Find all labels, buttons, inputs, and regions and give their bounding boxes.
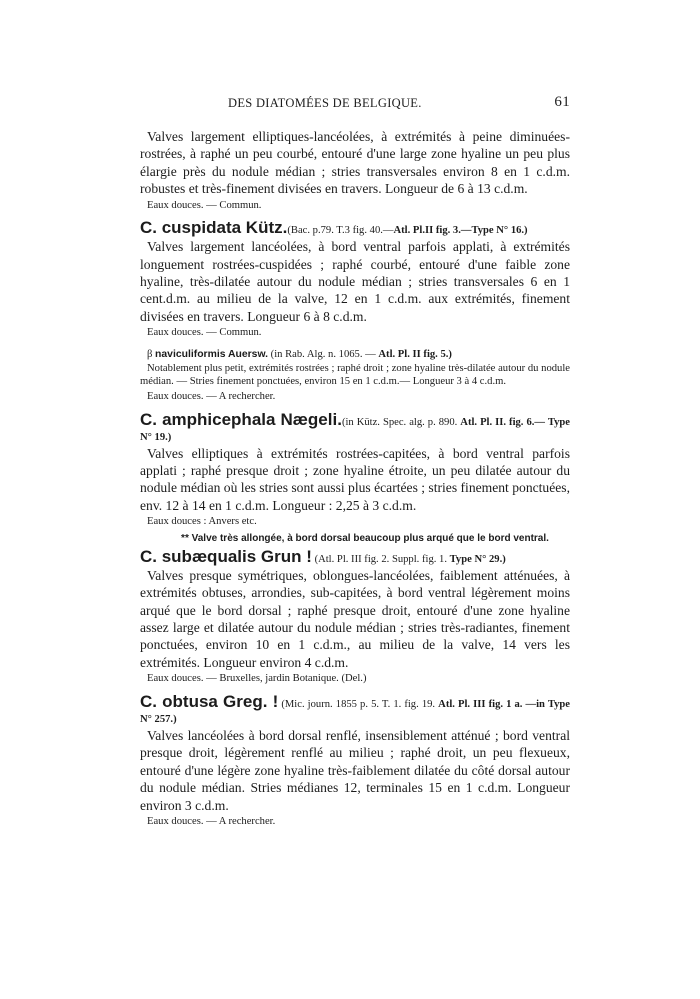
species-reference: (Atl. Pl. III fig. 2. Suppl. fig. 1.	[314, 553, 450, 565]
species-name: C. amphicephala Nægeli.	[140, 409, 342, 429]
species-habitat: Eaux douces. — A rechercher.	[147, 815, 276, 827]
species-reference-bold: Atl. Pl. II. fig. 6.— Type N° 19.)	[140, 416, 570, 443]
species-heading	[140, 409, 570, 445]
species-description: Valves lancéolées à bord dorsal renflé, insensiblement atténué ; bord ventral presque droit, légèrement renflé au milieu ; raphé droit, un peu flexueux, entouré d'une légère zone hyaline très-faiblement dilatée du côté dorsal autour du nodule médian. Stries médianes 12, terminales 15 en 1 c.d.m. Longueur environ 3 c.d.m.	[140, 727, 570, 813]
running-head	[140, 96, 570, 118]
species-heading	[140, 546, 570, 567]
variety-reference: (in Rab. Alg. n. 1065. —	[268, 348, 379, 360]
species-reference: (Bac. p.79. T.3 fig. 40.—	[287, 225, 394, 237]
variety-heading	[140, 348, 570, 362]
species-description: Valves presque symétriques, oblongues-lancéolées, faiblement atténuées, à extrémités obtuses, arrondies, sub-capitées, à bord ventral légèrement moins arqué que le bord dorsal ; raphé presque droit, entouré d'une zone hyaline assez large et dilatée autour du nodule médian ; stries très-radiantes, finement ponctuées, environ 10 en 1 c.d.m., au milieu de la valve, 14 vers les extrémités. Longueur environ 4 c.d.m.	[140, 567, 570, 670]
species-name: C. obtusa Greg. !	[140, 691, 279, 711]
species-reference-bold: Type N° 29.)	[449, 553, 506, 565]
species-habitat: Eaux douces. — Commun.	[147, 327, 262, 339]
species-description: Valves elliptiques à extrémités rostrées-capitées, à bord ventral parfois applati ; raphé presque droit ; zone hyaline étroite, un peu dilatée autour du nodule médian où les stries sont aussi plus écartées ; stries finement ponctuées, env. 12 à 14 en 1 c.d.m. Longueur : 2,25 à 3 c.d.m.	[140, 445, 570, 513]
variety-name: naviculiformis Auersw.	[155, 348, 269, 360]
intro-habitat: Eaux douces. — Commun.	[147, 199, 262, 211]
species-heading	[140, 220, 570, 238]
species-reference: (Mic. journ. 1855 p. 5. T. 1. fig. 19.	[281, 698, 439, 710]
species-name: C. subæqualis Grun !	[140, 546, 312, 566]
species-reference: (in Kütz. Spec. alg. p. 890.	[341, 416, 461, 428]
variety-habitat: Eaux douces. — A rechercher.	[147, 391, 276, 403]
running-title: DES DIATOMÉES DE BELGIQUE.	[228, 96, 422, 110]
species-habitat: Eaux douces : Anvers etc.	[147, 516, 257, 528]
variety-description: Notablement plus petit, extrémités rostrées ; raphé droit ; zone hyaline très-dilatée autour du nodule médian. — Stries finement ponctuées, environ 15 en 1 c.d.m.— Longueur 3 à 4 c.d.m.	[140, 362, 570, 388]
species-description: Valves largement lancéolées, à bord ventral parfois applati, à extrémités longuement rostrées-cuspidées ; raphé courbé, entouré d'une faible zone hyaline, très-dilatée autour du nodule médian ; stries transversales 6 en 1 cent.d.m. au milieu de la valve, 12 en 1 c.d.m. aux extrémités, finement divisées en travers. Longueur 6 à 8 c.d.m.	[140, 239, 570, 324]
intro-description: Valves largement elliptiques-lancéolées, à extrémités à peine diminuées-rostrées, à raphé un peu courbé, entouré d'une large zone hyaline un peu plus élargie près du nodule médian ; stries transversales environ 8 en 1 c.d.m. robustes et très-finement divisées en travers. Longueur de 6 à 13 c.d.m.	[140, 129, 570, 197]
variety-prefix: β	[147, 348, 156, 360]
footnote: ** Valve très allongée, à bord dorsal beaucoup plus arqué que le bord ventral.	[181, 532, 549, 544]
page-number: 61	[554, 94, 570, 110]
species-reference-bold: Atl. Pl.II fig. 3.—Type N° 16.)	[393, 225, 528, 237]
variety-reference-bold: Atl. Pl. II fig. 5.)	[378, 348, 452, 360]
species-reference-bold: Atl. Pl. III fig. 1 a. —in Type N° 257.)	[140, 698, 571, 725]
species-habitat: Eaux douces. — Bruxelles, jardin Botanique. (Del.)	[147, 673, 367, 685]
page	[140, 96, 570, 837]
species-name: C. cuspidata Kütz.	[140, 218, 288, 238]
species-heading	[140, 691, 571, 727]
